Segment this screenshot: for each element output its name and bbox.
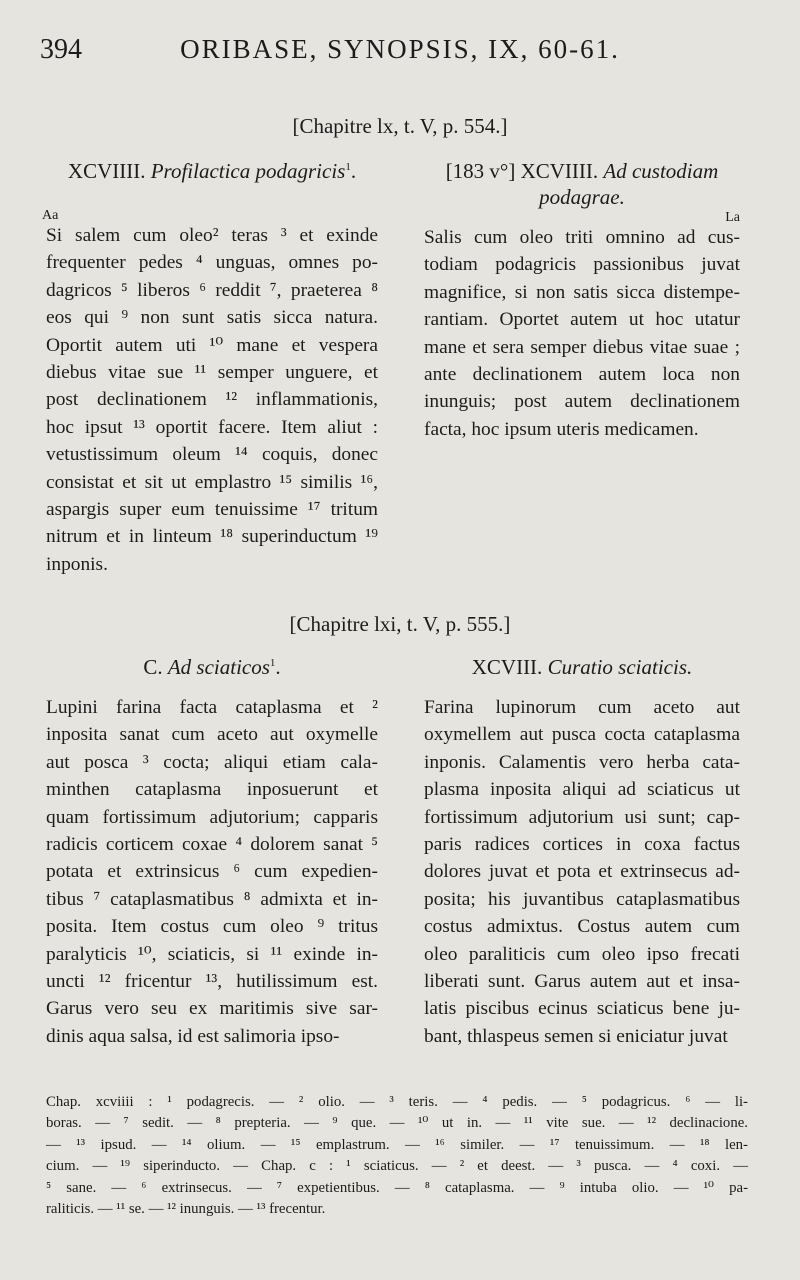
section-title-end: .	[350, 159, 357, 183]
text-line: vetustissimum oleum ¹⁴ coquis, donec	[46, 444, 378, 466]
footnote-line: Chap. xcviiii : ¹ podagrecis. — ² olio. — ³ teris. — ⁴ pedis. — ⁵ podagricus. ⁶ — li-	[46, 1094, 748, 1110]
running-title: ORIBASE, SYNOPSIS, IX, 60-61.	[180, 34, 620, 64]
footnote-line: cium. — ¹⁹ siperinducto. — Chap. c : ¹ sciaticus. — ² et deest. — ³ pusca. — ⁴ coxi. —	[46, 1158, 748, 1175]
latin-text-block	[424, 694, 740, 1050]
text-line: frequenter pedes ⁴ unguas, omnes po-	[46, 252, 378, 274]
section-heading-cont: podagrae.	[539, 185, 625, 209]
text-line: quam fortissimum adjutorium; capparis	[46, 806, 378, 828]
manuscript-marker: Aa	[42, 208, 59, 223]
text-line: costus admixtus. Costus autem cum	[424, 916, 740, 938]
chapter-reference: [Chapitre lxi, t. V, p. 555.]	[289, 612, 511, 636]
text-line: inponis. Calamentis vero herba cata-	[424, 751, 740, 773]
footnotes	[46, 1092, 748, 1220]
text-line: facta, hoc ipsum uteris medicamen.	[424, 418, 699, 440]
text-line: radicis corticem coxae ⁴ dolorem sanat ⁵	[46, 834, 378, 856]
text-line: plasma inposita aliqui ad sciaticus ut	[424, 779, 740, 801]
section-heading: Profilactica podagricis	[150, 159, 346, 183]
text-line: dagricos ⁵ liberos ⁶ reddit ⁷, praeterea ⁸	[46, 279, 378, 301]
text-line: potata et extrinsicus ⁶ cum expedien-	[46, 861, 378, 883]
text-line: bant, thlaspeus semen si eniciatur juvat	[424, 1025, 728, 1047]
text-line: magnifice, si non satis sicca distempe-	[424, 281, 740, 303]
latin-text-block	[424, 224, 740, 443]
latin-text-block	[46, 222, 378, 578]
text-line: eos qui ⁹ non sunt satis sicca natura.	[46, 307, 378, 329]
footnote-ref: 1	[269, 657, 276, 669]
footnote-line: boras. — ⁷ sedit. — ⁸ prepteria. — ⁹ que. — ¹⁰ ut in. — ¹¹ vite sue. — ¹² declinacione.	[46, 1115, 748, 1132]
text-line: dolores juvat et pota et extrinsecus ad-	[424, 861, 740, 883]
section-number: XCVIII.	[471, 655, 543, 679]
left-column-section-2	[46, 654, 378, 1050]
section-title	[46, 654, 378, 680]
text-line: Oportit autem uti ¹⁰ mane et vespera	[46, 334, 378, 356]
text-line: posita; his juvantibus cataplasmatibus	[424, 888, 740, 910]
text-line: minthen cataplasma inposuerunt et	[46, 779, 378, 801]
text-line: Garus vero seu ex maritimis sive sar-	[46, 998, 378, 1020]
latin-text-block	[46, 694, 378, 1050]
section-number: C.	[143, 655, 163, 679]
text-line: uncti ¹² fricentur ¹³, hutilissimum est.	[46, 971, 378, 993]
section-number: XCVIIII.	[67, 159, 146, 183]
section-title-end: .	[275, 655, 281, 679]
section-heading: Ad sciaticos	[167, 655, 270, 679]
footnote-line: — ¹³ ipsud. — ¹⁴ olium. — ¹⁵ emplastrum. — ¹⁶ similer. — ¹⁷ tenuissimum. — ¹⁸ len-	[46, 1136, 748, 1153]
section-number: [183 v°] XCVIIII.	[445, 159, 599, 183]
text-line: liberati sunt. Garus autem aut et insa-	[424, 971, 740, 993]
text-line: consistat et sit ut emplastro ¹⁵ similis ¹⁶,	[46, 471, 378, 493]
section-title	[424, 158, 740, 210]
page-header	[0, 30, 800, 70]
text-line: hoc ipsut ¹³ oportit facere. Item aliut :	[46, 416, 378, 438]
section-title	[46, 158, 378, 184]
text-line: paris radices cortices in coxa factus	[424, 834, 740, 856]
right-column-section-1	[424, 158, 740, 443]
text-line: rantiam. Oportet autem ut hoc utatur	[424, 309, 740, 331]
text-line: oxymellem aut pusca cocta cataplasma	[424, 724, 740, 746]
section-heading: Curatio sciaticis.	[547, 655, 693, 679]
left-column-section-1	[42, 158, 378, 578]
text-line: mane et sera semper diebus vitae suae ;	[424, 336, 740, 358]
footnote-line: ⁵ sane. — ⁶ extrinsecus. — ⁷ expetientibus. — ⁸ cataplasma. — ⁹ intuba olio. — ¹⁰ pa-	[46, 1179, 748, 1196]
chapter-reference: [Chapitre lx, t. V, p. 554.]	[292, 114, 508, 138]
footnote-line: raliticis. — ¹¹ se. — ¹² inunguis. — ¹³ frecentur.	[46, 1201, 326, 1218]
text-line: Si salem cum oleo² teras ³ et exinde	[46, 225, 378, 246]
text-line: aspargis super eum tenuissime ¹⁷ tritum	[46, 499, 378, 521]
right-column-section-2	[424, 654, 740, 1050]
text-line: aut posca ³ cocta; aliqui etiam cala-	[46, 751, 378, 773]
text-line: inposita sanat cum aceto aut oxymelle	[46, 724, 378, 746]
text-line: diebus vitae sue ¹¹ semper unguere, et	[46, 362, 378, 384]
manuscript-marker: La	[725, 210, 740, 225]
text-line: Lupini farina facta cataplasma et ²	[46, 697, 378, 718]
text-line: latis piscibus ecinus sciaticus bene ju-	[424, 998, 740, 1020]
text-line: nitrum et in linteum ¹⁸ superinductum ¹⁹	[46, 526, 378, 548]
text-line: Salis cum oleo triti omnino ad cus-	[424, 227, 740, 248]
text-line: oleo paraliticis cum oleo ipso frecati	[424, 943, 740, 965]
text-line: paralyticis ¹⁰, sciaticis, si ¹¹ exinde in-	[46, 943, 378, 965]
text-line: inponis.	[46, 553, 108, 575]
text-line: dinis aqua salsa, id est salimoria ipso-	[46, 1025, 340, 1047]
section-heading: Ad custodiam	[603, 159, 719, 183]
text-line: todiam podagricis passionibus juvat	[424, 254, 740, 276]
text-line: ante declinationem autem loca non	[424, 364, 740, 386]
page-number: 394	[40, 34, 82, 65]
text-line: posita. Item costus cum oleo ⁹ tritus	[46, 916, 378, 938]
section-title	[424, 654, 740, 680]
text-line: inunguis; post autem declinationem	[424, 391, 740, 413]
text-line: post declinationem ¹² inflammationis,	[46, 389, 378, 411]
text-line: Farina lupinorum cum aceto aut	[424, 697, 740, 718]
footnote-ref: 1	[345, 161, 351, 173]
text-line: tibus ⁷ cataplasmatibus ⁸ admixta et in-	[46, 888, 378, 910]
text-line: fortissimum adjutorium usi sunt; cap-	[424, 806, 740, 828]
